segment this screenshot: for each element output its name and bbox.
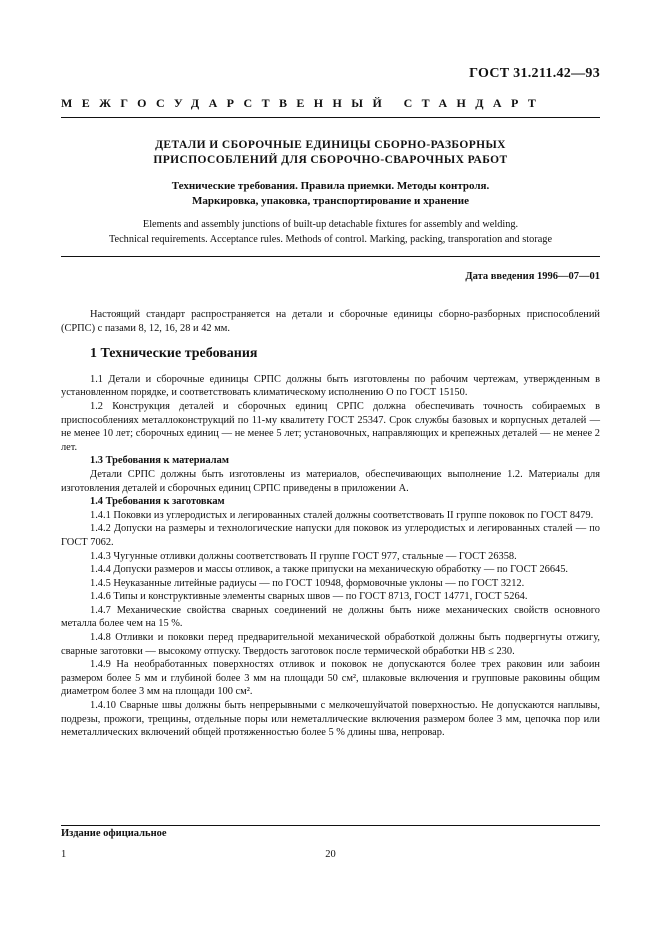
middle-divider bbox=[61, 256, 600, 257]
footer-left-mark: 1 bbox=[61, 849, 67, 860]
document-title bbox=[61, 138, 600, 168]
paragraph-1-4-5: 1.4.5 Неуказанные литейные радиусы — по ГОСТ 10948, формовочные уклоны — по ГОСТ 3212. bbox=[90, 577, 525, 589]
subsection-1-4-heading: 1.4 Требования к заготовкам bbox=[90, 496, 225, 508]
english-title-line-1: Elements and assembly junctions of built-up detachable fixtures for assembly and welding. bbox=[142, 219, 519, 230]
edition-label: Издание официальное bbox=[61, 828, 167, 839]
paragraph-1-4-1: 1.4.1 Поковки из углеродистых и легированных сталей должны соответствовать II группе поковок по ГОСТ 8479. bbox=[90, 509, 594, 521]
title-line-1: ДЕТАЛИ И СБОРОЧНЫЕ ЕДИНИЦЫ СБОРНО-РАЗБОРНЫХ bbox=[155, 139, 506, 151]
paragraph-1-4-3: 1.4.3 Чугунные отливки должны соответствовать II группе ГОСТ 977, стальные — ГОСТ 26358. bbox=[90, 550, 517, 562]
document-body bbox=[61, 308, 600, 740]
english-title bbox=[61, 217, 600, 247]
top-divider bbox=[61, 117, 600, 118]
subtitle-line-1: Технические требования. Правила приемки. Методы контроля. bbox=[171, 180, 490, 192]
intro-paragraph: Настоящий стандарт распространяется на детали и сборочные единицы сборно-разборных приспособлений (СРПС) с пазами 8, 12, 16, 28 и 42 мм. bbox=[61, 309, 600, 334]
paragraph-1-4-2: 1.4.2 Допуски на размеры и технологические напуски для поковок из углеродистых и легированных сталей — по ГОСТ 7062. bbox=[61, 523, 600, 548]
section-1-heading: 1 Технические требования bbox=[90, 346, 258, 362]
paragraph-1-4-9: 1.4.9 На необработанных поверхностях отливок и поковок не допускаются более трех раковин или забоин размером более 5 мм и глубиной более 3 мм на площади 50 см², шлаковые включения и групповые раковины общим диаметром более 3 мм на площади 100 см². bbox=[61, 659, 600, 698]
footer-divider bbox=[61, 825, 600, 826]
paragraph-1-3: Детали СРПС должны быть изготовлены из материалов, обеспечивающих выполнение 1.2. Материалы для изготовления деталей и сборочных единиц СРПС приведены в приложении А. bbox=[61, 468, 600, 494]
standard-type-heading: МЕЖГОСУДАРСТВЕННЫЙ СТАНДАРТ bbox=[61, 96, 546, 110]
paragraph-1-4-10: 1.4.10 Сварные швы должны быть непрерывными с мелкочешуйчатой поверхностью. Не допускаются наплывы, подрезы, прожоги, трещины, отдельные поры или неметаллические включения размером более 3 мм, цепочка пор или неметаллических включений общей протяженностью более 5 % длины шва, непровар. bbox=[61, 700, 600, 739]
subsection-1-3-heading: 1.3 Требования к материалам bbox=[90, 455, 229, 467]
paragraph-1-4-8: 1.4.8 Отливки и поковки перед предварительной механической обработкой должны быть подвергнуты отжигу, сварные заготовки — высокому отпуску. Твердость заготовок после термической обработки НВ ≤ 230. bbox=[61, 632, 600, 657]
paragraph-1-4-7: 1.4.7 Механические свойства сварных соединений не должны быть ниже механических свойств основного металла более чем на 15 %. bbox=[61, 604, 600, 630]
document-subtitle bbox=[61, 179, 600, 209]
title-line-2: ПРИСПОСОБЛЕНИЙ ДЛЯ СБОРОЧНО-СВАРОЧНЫХ РАБОТ bbox=[153, 154, 508, 166]
paragraph-1-1: 1.1 Детали и сборочные единицы СРПС должны быть изготовлены по рабочим чертежам, утвержденным в установленном порядке, и соответствовать климатическому исполнению О по ГОСТ 15150. bbox=[61, 373, 600, 399]
introduction-date: Дата введения 1996—07—01 bbox=[465, 271, 600, 282]
paragraph-1-4-6: 1.4.6 Типы и конструктивные элементы сварных швов — по ГОСТ 8713, ГОСТ 14771, ГОСТ 5264. bbox=[90, 591, 528, 603]
english-title-line-2: Technical requirements. Acceptance rules. Methods of control. Marking, packing, transporation and storage bbox=[108, 234, 553, 245]
page-number: 20 bbox=[325, 849, 336, 860]
paragraph-1-4-4: 1.4.4 Допуски размеров и массы отливок, а также припуски на механическую обработку — по ГОСТ 26645. bbox=[90, 564, 569, 576]
subtitle-line-2: Маркировка, упаковка, транспортирование и хранение bbox=[191, 195, 469, 207]
paragraph-1-2: 1.2 Конструкция деталей и сборочных единиц СРПС должна обеспечивать точность собираемых в приспособлениях металлоконструкций по 11-му квалитету ГОСТ 25347. Срок службы базовых и корпусных деталей — не менее 10 лет; сборочных единиц — не менее 5 лет; установочных, направляющих и крепежных деталей — не менее 2 лет. bbox=[61, 400, 600, 453]
gost-code: ГОСТ 31.211.42—93 bbox=[469, 66, 600, 81]
